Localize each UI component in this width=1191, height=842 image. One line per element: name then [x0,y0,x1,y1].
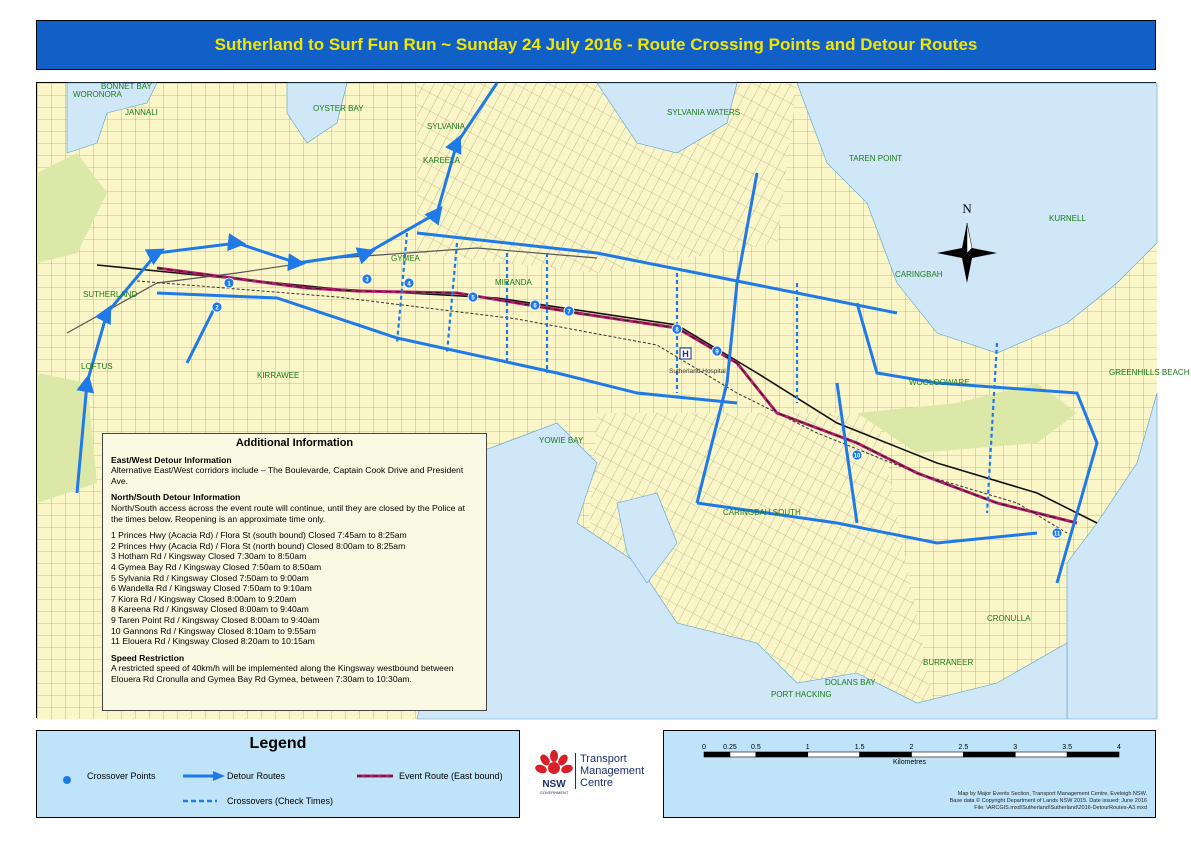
suburb-label: MIRANDA [495,278,532,287]
suburb-label: OYSTER BAY [313,104,364,113]
ns-title: North/South Detour Information [111,492,241,503]
crossover-point[interactable] [530,300,540,310]
ew-text: Alternative East/West corridors include – The Boulevarde, Captain Cook Drive and President Ave. [111,465,464,486]
tmc-line3: Centre [580,777,614,789]
scale-segment [730,752,756,757]
scale-tick-label: 3 [1013,744,1018,751]
suburb-label: DOLANS BAY [825,678,876,687]
tmc-logo [533,748,658,798]
scale-tick-label: 2.5 [958,744,969,751]
crossover-number: 8 [675,327,679,334]
suburb-label: BURRANEER [923,658,974,667]
scale-segment [912,752,964,757]
ew-title: East/West Detour Information [111,454,232,465]
scale-tick-label: 2 [909,744,914,751]
closure-row: 5 Sylvania Rd / Kingsway Closed 7:50am to 9:00am [111,572,309,583]
map-title: Sutherland to Surf Fun Run ~ Sunday 24 July 2016 - Route Crossing Points and Detour Routes [214,35,978,54]
crossover-point[interactable] [468,292,478,302]
legend-panel [36,730,520,818]
closure-row: 10 Gannons Rd / Kingsway Closed 8:10am to 9:55am [111,625,316,636]
suburb-label: KAREELA [423,156,460,165]
legend-crossovers-check-label: Crossovers (Check Times) [227,796,334,806]
crossover-point[interactable] [852,450,862,460]
suburb-label: CRONULLA [987,614,1031,623]
scale-segment [756,752,808,757]
suburb-label: CARINGBAH [895,270,943,279]
ns-text: North/South access across the event route will continue, until they are closed by the Police at the times below. Reopening is an approximate time only. [111,502,465,524]
title-bar [36,20,1156,70]
north-label: N [962,201,972,216]
scale-segment [704,752,730,757]
suburb-label: YOWIE BAY [539,436,584,445]
crossover-number: 7 [567,309,571,316]
suburb-label: SYLVANIA [427,122,465,131]
info-heading: Additional Information [235,437,354,449]
closure-row: 11 Elouera Rd / Kingsway Closed 8:20am to 10:15am [111,636,315,647]
scale-tick-label: 0.25 [723,744,737,751]
crossover-point[interactable] [1052,528,1062,538]
additional-info-box [102,433,487,711]
scale-unit: Kilometres [892,759,927,766]
speed-text: A restricted speed of 40km/h will be implemented along the Kingsway westbound between Elouera Rd Cronulla and Gymea Bay Rd Gymea, between 7:30am to 10:30am. [111,663,454,684]
crossover-point[interactable] [212,302,222,312]
nsw-text: NSW [542,779,566,790]
suburb-label: WORONORA [73,90,122,99]
suburb-label: CARINGBAH SOUTH [723,508,801,517]
speed-title: Speed Restriction [111,652,185,663]
tmc-line2: Management [580,765,645,777]
tmc-wordmark [575,753,644,789]
suburb-label: BONNET BAY [101,82,152,91]
suburb-label: GYMEA [391,254,420,263]
scale-tick-label: 3.5 [1062,744,1072,751]
scale-tick-label: 4 [1117,744,1121,751]
crossover-number: 6 [533,303,537,310]
scale-segment [1015,752,1067,757]
crossover-point[interactable] [672,324,682,334]
crossover-number: 11 [1053,531,1061,538]
suburb-label: KURNELL [1049,214,1086,223]
scale-segment [1067,752,1119,757]
credit-line-3: File: \ARCGIS.mxd\Sutherland\Sutherland\2016-DetourRoutes-A3.mxd [974,805,1147,811]
government-text: GOVERNMENT [539,790,569,795]
suburb-label: SUTHERLAND [83,290,138,299]
scale-tick-label: 1 [805,744,810,751]
crossover-point[interactable] [564,306,574,316]
crossover-number: 2 [215,305,219,312]
crossover-point-icon [63,776,71,784]
suburb-label: KIRRAWEE [257,371,300,380]
nsw-waratah-icon [533,748,575,798]
detour-arrow-icon [213,771,225,781]
suburb-label: GREENHILLS BEACH [1109,368,1190,377]
scale-tick-label: 0 [702,744,706,751]
hospital-label: Sutherland Hospital [669,368,726,375]
legend-title: Legend [249,735,307,752]
crossover-number: 4 [407,281,411,288]
suburb-label: LOFTUS [81,362,113,371]
scale-panel [663,730,1156,818]
crossover-number: 10 [853,453,861,460]
legend-crossover-label: Crossover Points [87,771,156,781]
crossover-number: 5 [471,295,475,302]
crossover-number: 3 [365,277,369,284]
suburb-label: SYLVANIA WATERS [667,108,741,117]
crossover-point[interactable] [362,274,372,284]
suburb-label: JANNALI [125,108,158,117]
suburb-label: WOOLOOWARE [909,378,970,387]
closure-row: 3 Hotham Rd / Kingsway Closed 7:30am to 8:50am [111,551,307,562]
credit-line-1: Map by Major Events Section, Transport Management Centre, Eveleigh NSW. [957,791,1147,797]
suburb-label: PORT HACKING [771,690,832,699]
legend-event-label: Event Route (East bound) [399,771,503,781]
suburb-label: TAREN POINT [849,154,903,163]
tmc-line1: Transport [580,753,627,765]
scale-segment [860,752,912,757]
scale-bar [664,731,1157,781]
scale-segment [963,752,1015,757]
crossover-number: 9 [715,349,719,356]
closure-row: 8 Kareena Rd / Kingsway Closed 8:00am to 9:40am [111,604,309,615]
crossover-number: 1 [227,281,231,288]
scale-tick-label: 1.5 [854,744,865,751]
closure-row: 6 Wandella Rd / Kingsway Closed 7:50am to 9:10am [111,583,312,594]
closure-row: 2 Princes Hwy (Acacia Rd) / Flora St (north bound) Closed 8:00am to 8:25am [111,540,406,551]
closure-row: 4 Gymea Bay Rd / Kingsway Closed 7:50am to 8:50am [111,561,322,572]
closure-row: 7 Kiora Rd / Kingsway Closed 8:00am to 9:20am [111,593,297,604]
crossover-point[interactable] [404,278,414,288]
legend-detour-label: Detour Routes [227,771,286,781]
credit-line-2: Base data © Copyright Department of Lands NSW 2015. Date issued: June 2016 [949,798,1147,804]
closure-row: 1 Princes Hwy (Acacia Rd) / Flora St (south bound) Closed 7:45am to 8:25am [111,530,407,541]
crossover-point[interactable] [224,278,234,288]
scale-segment [808,752,860,757]
crossover-point[interactable] [712,346,722,356]
scale-tick-label: 0.5 [751,744,761,751]
hospital-symbol: H [682,349,689,359]
closure-row: 9 Taren Point Rd / Kingsway Closed 8:00am to 9:40am [111,614,320,625]
